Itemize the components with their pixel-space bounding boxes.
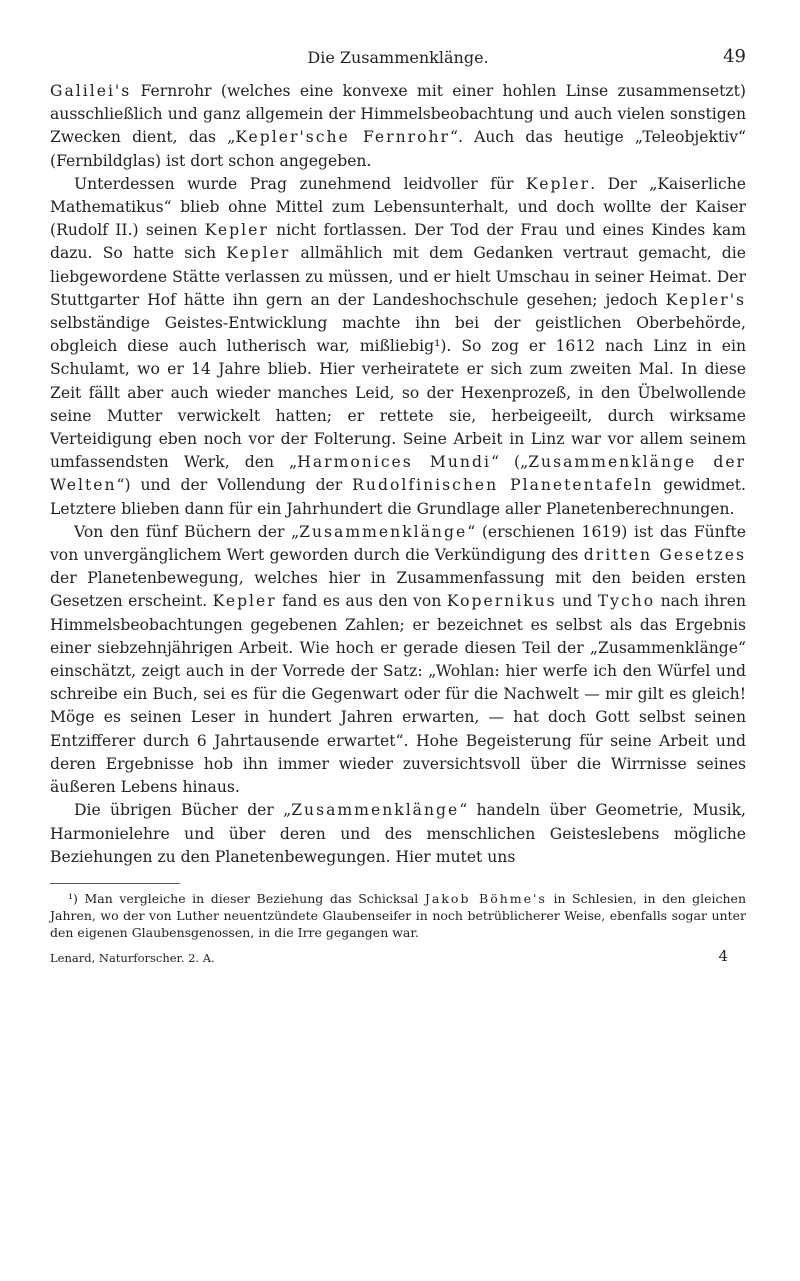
page-header bbox=[50, 40, 746, 80]
emphasized-text: Kepler bbox=[204, 221, 269, 240]
text-run: ¹) Man vergleiche in dieser Beziehung das Schicksal bbox=[68, 890, 425, 906]
text-run: fand es aus den von bbox=[276, 592, 447, 611]
text-run: in Schlesien, in den gleichen Jahren, wo der von Luther neuentzündete Glaubenseifer in noch betrüblicherer Weise, ebenfalls sogar unter den eigenen Glaubensgenossen, in die Irre gegangen war. bbox=[50, 890, 746, 940]
emphasized-text: Tycho bbox=[597, 592, 656, 611]
emphasized-text: Zusammenklänge bbox=[299, 522, 468, 541]
paragraph bbox=[50, 521, 746, 799]
paragraph bbox=[50, 80, 746, 173]
text-run: selbständige Geistes-Entwicklung machte ihn bei der geistlichen Oberbehörde, obgleich diese auch lutherisch war, mißliebig¹). So zog er 1612 nach Linz in ein Schulamt, wo er 14 Jahre blieb. Hier verheiratete er sich zum zweiten Mal. In diese Zeit fällt aber auch wieder manches Leid, so der Hexenprozeß, in den Übelwollende seine Mutter verwickelt hatten; er rettete sie, herbeigeeilt, durch wirksame Verteidigung eben noch vor der Folterung. Seine Arbeit in Linz war vor allem seinem umfassendsten Werk, den „ bbox=[50, 314, 746, 472]
text-run: allmählich mit dem Gedanken vertraut gemacht, die liebgewordene Stätte verlassen zu müssen, und er hielt Umschau in seiner Heimat. Der Stuttgarter Hof hätte ihn gern an der Landeshochschule gesehen; jedoch bbox=[50, 244, 746, 309]
text-run: nicht fortlassen. Der Tod der Frau und eines Kindes kam dazu. So hatte sich bbox=[50, 221, 746, 263]
imprint-line: Lenard, Naturforscher. 2. A. bbox=[50, 950, 215, 965]
signature-mark: 4 bbox=[718, 946, 728, 965]
text-run: der Planetenbewegung, welches hier in Zusammenfassung mit den beiden ersten Gesetzen erscheint. bbox=[50, 569, 746, 611]
text-run: “ handeln über Geometrie, Musik, Harmonielehre und über deren und des menschlichen Geisteslebens mögliche Beziehungen zu den Planetenbewegungen. Hier mutet uns bbox=[50, 801, 746, 866]
emphasized-text: Zusammenklänge der Welten bbox=[50, 453, 747, 495]
paragraph bbox=[50, 173, 746, 521]
text-run: gewidmet. Letztere blieben dann für ein Jahrhundert die Grundlage aller Planetenberechnungen. bbox=[50, 476, 746, 518]
text-run: “) und der Vollendung der bbox=[116, 476, 353, 495]
text-run: . Der „Kaiserliche Mathematikus“ blieb ohne Mittel zum Lebensunterhalt, und doch wollte der Kaiser (Rudolf II.) seinen bbox=[50, 174, 746, 240]
emphasized-text: Kepler bbox=[226, 244, 291, 263]
text-run: “. Auch das heutige „Teleobjektiv“ (Fernbildglas) ist dort schon angegeben. bbox=[50, 128, 746, 170]
emphasized-text: Kepler bbox=[526, 174, 591, 193]
running-title: Die Zusammenklänge. bbox=[307, 48, 489, 67]
text-run: Fernrohr (welches eine konvexe mit einer hohlen Linse zusammensetzt) ausschließlich und ganz allgemein der Himmelsbeobachtung und auch vielen sonstigen Zwecken dient, das „ bbox=[50, 82, 746, 147]
emphasized-text: Harmonices Mundi bbox=[297, 453, 491, 472]
emphasized-text: Kepler bbox=[212, 592, 277, 611]
emphasized-text: Galilei's bbox=[50, 82, 132, 100]
body-text bbox=[50, 80, 746, 869]
emphasized-text: Rudolfinischen Planetentafeln bbox=[352, 476, 654, 495]
emphasized-text: dritten Gesetzes bbox=[583, 546, 746, 565]
text-run: Von den fünf Büchern der „ bbox=[74, 522, 300, 541]
footnote-rule bbox=[50, 883, 180, 884]
emphasized-text: Kepler's bbox=[665, 290, 746, 309]
text-run: nach ihren Himmelsbeobachtungen gegebenen Zahlen; er bezeichnet es selbst als das Ergebnis einer siebzehnjährigen Arbeit. Wie hoch er gerade diesen Teil der „Zusammenklänge“ einschätzt, zeigt auch in der Vorrede der Satz: „Wohlan: hier werfe ich den Würfel und schreibe ein Buch, sei es für die Gegenwart oder für die Nachwelt — mir gilt es gleich! Möge es seinen Leser in hundert Jahren erwarten, — hat doch Gott selbst seinen Entzifferer durch 6 Jahrtausende erwartet“. Hohe Begeisterung für seine Arbeit und deren Ergebnisse hob ihn immer wieder zuversichtsvoll über die Wirrnisse seines äußeren Lebens hinaus. bbox=[50, 592, 747, 797]
text-run: Die übrigen Bücher der „ bbox=[74, 801, 292, 820]
page-number: 49 bbox=[723, 46, 746, 67]
emphasized-text: Kepler'sche Fernrohr bbox=[235, 128, 450, 147]
page-footer bbox=[50, 947, 746, 967]
text-run: “ („ bbox=[490, 453, 529, 472]
paragraph bbox=[50, 799, 746, 869]
text-run: “ (erschienen 1619) ist das Fünfte von unvergänglichem Wert geworden durch die Verkündigung des bbox=[50, 522, 746, 565]
emphasized-text: Jakob Böhme's bbox=[424, 890, 547, 906]
footnote bbox=[50, 890, 746, 941]
text-run: und bbox=[556, 592, 598, 611]
emphasized-text: Zusammenklänge bbox=[291, 801, 460, 820]
text-run: Unterdessen wurde Prag zunehmend leidvoller für bbox=[74, 174, 526, 193]
emphasized-text: Kopernikus bbox=[446, 592, 557, 611]
